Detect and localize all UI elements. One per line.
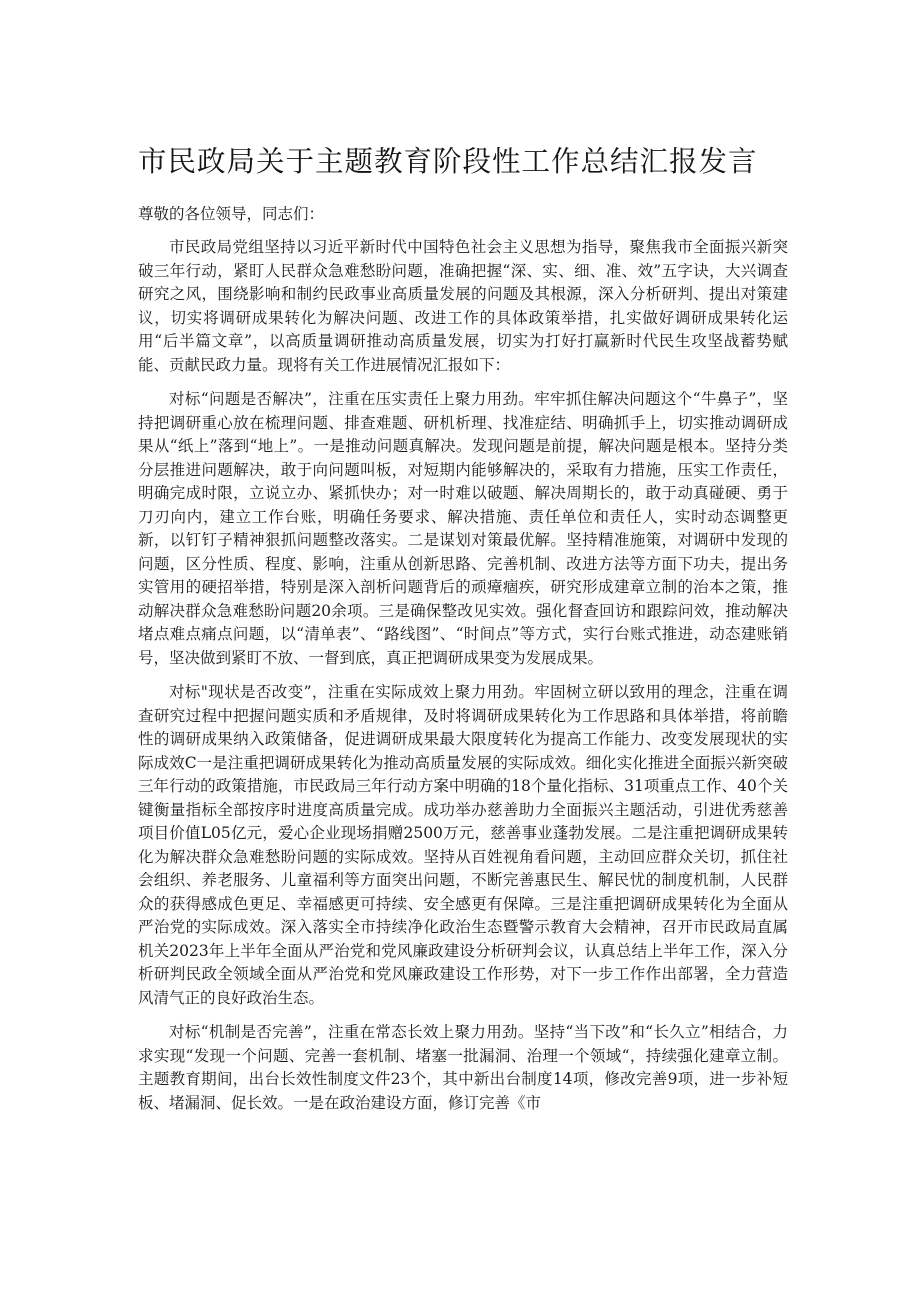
- paragraph-problem-solving: 对标“问题是否解决”，注重在压实责任上聚力用劲。牢牢抓住解决问题这个“牛鼻子”，坚持把调研重心放在梳理问题、排查难题、研机析理、找准症结、明确抓手上，切实推动调研成果从“纸上”落到“地上”。一是推动问题真解决。发现问题是前提，解决问题是根本。坚持分类分层推进问题解决，敢于向问题叫板，对短期内能够解决的，采取有力措施，压实工作责任，明确完成时限，立说立办、紧抓快办；对一时难以破题、解决周期长的，敢于动真碰硬、勇于刀刃向内，建立工作台账，明确任务要求、解决措施、责任单位和责任人，实时动态调整更新，以钉钉子精神狠抓问题整改落实。二是谋划对策最优解。坚持精准施策，对调研中发现的问题，区分性质、程度、影响，注重从创新思路、完善机制、改进方法等方面下功夫，提出务实管用的硬招举措，特别是深入剖析问题背后的顽瘴痼疾，研究形成建章立制的治本之策，推动解决群众急难愁盼问题20余项。三是确保整改见实效。强化督查回访和跟踪问效，推动解决堵点难点痛点问题，以“清单表”、“路线图”、“时间点”等方式，实行台账式推进，动态建账销号，坚决做到紧盯不放、一督到底，真正把调研成果变为发展成果。: [138, 390, 788, 667]
- document-page: [138, 0, 788, 1115]
- paragraph-mechanism: 对标“机制是否完善”，注重在常态长效上聚力用劲。坚持“当下改”和“长久立”相结合，力求实现“发现一个问题、完善一套机制、堵塞一批漏洞、治理一个领域“，持续强化建章立制。主题教育期间，出台长效性制度文件23个，其中新出台制度14项，修改完善9项，进一步补短板、堵漏洞、促长效。一是在政治建设方面，修订完善《市: [138, 1023, 788, 1112]
- salutation: 尊敬的各位领导，同志们：: [138, 205, 325, 223]
- paragraph-status-change: 对标"现状是否改变”，注重在实际成效上聚力用劲。牢固树立研以致用的理念，注重在调查研究过程中把握问题实质和矛盾规律，及时将调研成果转化为工作思路和具体举措，将前瞻性的调研成果纳入政策储备，促进调研成果最大限度转化为提高工作能力、改变发展现状的实际成效C一是注重把调研成果转化为推动高质量发展的实际成效。细化实化推进全面振兴新突破三年行动的政策措施，市民政局三年行动方案中明确的18个量化指标、31项重点工作、40个关键衡量指标全部按序时进度高质量完成。成功举办慈善助力全面振兴主题活动，引进优秀慈善项目价值L05亿元，爱心企业现场捐赠2500万元，慈善事业蓬勃发展。二是注重把调研成果转化为解决群众急难愁盼问题的实际成效。坚持从百姓视角看问题，主动回应群众关切，抓住社会组织、养老服务、儿童福利等方面突出问题，不断完善惠民生、解民忧的制度机制，人民群众的获得感成色更足、幸福感更可持续、安全感更有保障。三是注重把调研成果转化为全面从严治党的实际成效。深入落实全市持续净化政治生态暨警示教育大会精神，召开市民政局直属机关2023年上半年全面从严治党和党风廉政建设分析研判会议，认真总结上半年工作，深入分析研判民政全领域全面从严治党和党风廉政建设工作形势，对下一步工作作出部署，全力营造风清气正的良好政治生态。: [138, 683, 788, 1007]
- paragraph-intro: 市民政局党组坚持以习近平新时代中国特色社会主义思想为指导，聚焦我市全面振兴新突破三年行动，紧盯人民群众急难愁盼问题，准确把握“深、实、细、准、效”五字诀，大兴调查研究之风，围绕影响和制约民政事业高质量发展的问题及其根源，深入分析研判、提出对策建议，切实将调研成果转化为解决问题、改进工作的具体政策举措，扎实做好调研成果转化运用“后半篇文章”，以高质量调研推动高质量发展，切实为打好打赢新时代民生攻坚战蓄势赋能、贡献民政力量。现将有关工作进展情况汇报如下：: [138, 238, 788, 374]
- document-title: 市民政局关于主题教育阶段性工作总结汇报发言: [138, 145, 758, 178]
